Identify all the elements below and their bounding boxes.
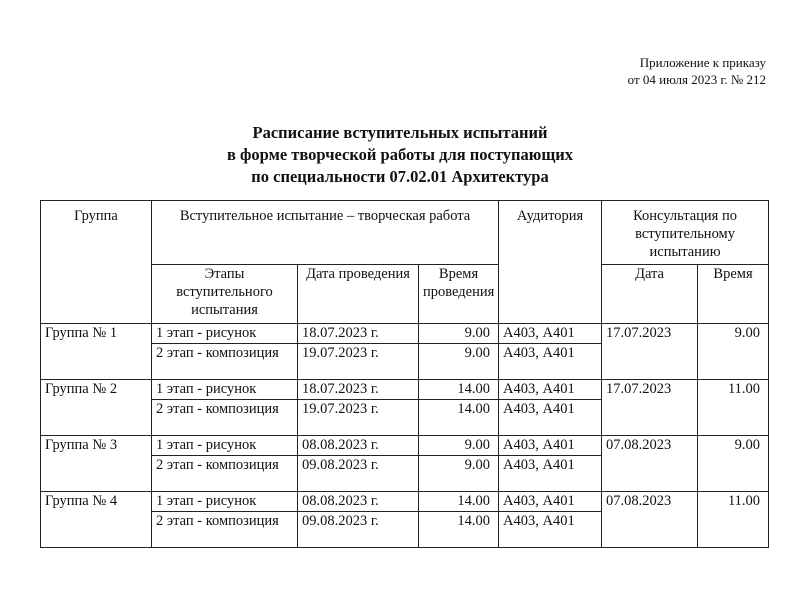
- consult-time-cell: 11.00: [698, 492, 769, 548]
- date-cell: 08.08.2023 г.: [298, 492, 419, 512]
- time-cell: 14.00: [419, 512, 499, 548]
- date-cell: 19.07.2023 г.: [298, 344, 419, 380]
- stage-cell: 2 этап - композиция: [152, 400, 298, 436]
- header-exam: Вступительное испытание – творческая работа: [152, 201, 499, 265]
- group-name: Группа № 2: [41, 380, 152, 436]
- room-cell: А403, А401: [499, 344, 602, 380]
- room-cell: А403, А401: [499, 512, 602, 548]
- room-cell: А403, А401: [499, 324, 602, 344]
- room-cell: А403, А401: [499, 400, 602, 436]
- group-name: Группа № 4: [41, 492, 152, 548]
- date-cell: 18.07.2023 г.: [298, 380, 419, 400]
- consult-time-cell: 9.00: [698, 436, 769, 492]
- consult-date-cell: 07.08.2023: [602, 436, 698, 492]
- header-consultation: Консультация по вступительному испытанию: [602, 201, 769, 265]
- consult-time-cell: 11.00: [698, 380, 769, 436]
- date-cell: 08.08.2023 г.: [298, 436, 419, 456]
- time-cell: 14.00: [419, 492, 499, 512]
- room-cell: А403, А401: [499, 456, 602, 492]
- title-line-2: в форме творческой работы для поступающих: [226, 145, 574, 164]
- room-cell: А403, А401: [499, 492, 602, 512]
- time-cell: 9.00: [419, 324, 499, 344]
- time-cell: 14.00: [419, 400, 499, 436]
- header-stages: Этапы вступительного испытания: [152, 265, 298, 324]
- table-row: [41, 492, 769, 512]
- room-cell: А403, А401: [499, 436, 602, 456]
- stage-cell: 2 этап - композиция: [152, 512, 298, 548]
- consult-date-cell: 07.08.2023: [602, 492, 698, 548]
- room-cell: А403, А401: [499, 380, 602, 400]
- title-line-3: по специальности 07.02.01 Архитектура: [251, 167, 549, 186]
- table-row: [41, 324, 769, 344]
- appendix-note: [628, 54, 766, 88]
- header-consult-date: Дата: [602, 265, 698, 324]
- time-cell: 9.00: [419, 456, 499, 492]
- stage-cell: 1 этап - рисунок: [152, 324, 298, 344]
- consult-date-cell: 17.07.2023: [602, 324, 698, 380]
- group-name: Группа № 3: [41, 436, 152, 492]
- consult-date-cell: 17.07.2023: [602, 380, 698, 436]
- date-cell: 19.07.2023 г.: [298, 400, 419, 436]
- time-cell: 9.00: [419, 436, 499, 456]
- schedule-table: [40, 200, 769, 548]
- group-name: Группа № 1: [41, 324, 152, 380]
- header-group: Группа: [41, 201, 152, 324]
- table-row: [41, 380, 769, 400]
- title-line-1: Расписание вступительных испытаний: [252, 123, 548, 142]
- appendix-line-2: от 04 июля 2023 г. № 212: [627, 72, 766, 87]
- stage-cell: 2 этап - композиция: [152, 344, 298, 380]
- header-consult-time: Время: [698, 265, 769, 324]
- date-cell: 09.08.2023 г.: [298, 456, 419, 492]
- header-date: Дата проведения: [298, 265, 419, 324]
- appendix-line-1: Приложение к приказу: [639, 55, 766, 70]
- stage-cell: 1 этап - рисунок: [152, 436, 298, 456]
- stage-cell: 2 этап - композиция: [152, 456, 298, 492]
- table-row: [41, 436, 769, 456]
- consult-time-cell: 9.00: [698, 324, 769, 380]
- date-cell: 09.08.2023 г.: [298, 512, 419, 548]
- time-cell: 14.00: [419, 380, 499, 400]
- document-title: [0, 122, 800, 188]
- time-cell: 9.00: [419, 344, 499, 380]
- date-cell: 18.07.2023 г.: [298, 324, 419, 344]
- stage-cell: 1 этап - рисунок: [152, 492, 298, 512]
- header-room: Аудитория: [499, 201, 602, 324]
- stage-cell: 1 этап - рисунок: [152, 380, 298, 400]
- header-time: Время проведения: [419, 265, 499, 324]
